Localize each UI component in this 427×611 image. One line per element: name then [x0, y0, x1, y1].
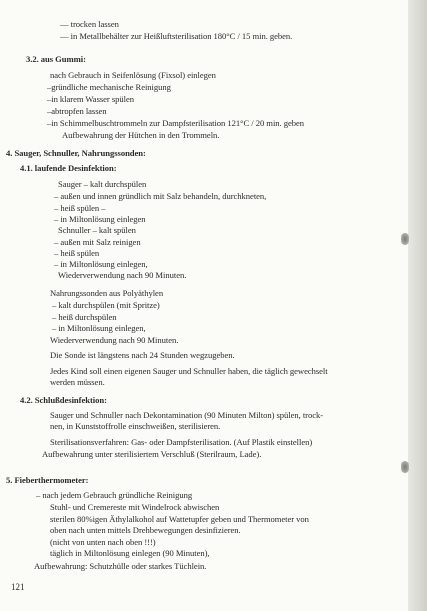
- text-line: – außen und innen gründlich mit Salz behandeln, durchkneten,: [54, 191, 267, 201]
- text-line: oben nach unten mittels Drehbewegungen desinfizieren.: [50, 525, 241, 535]
- text-line: –in klarem Wasser spülen: [47, 94, 134, 104]
- text-line: – außen mit Salz reinigen: [54, 237, 141, 247]
- text-line: nach Gebrauch in Seifenlösung (Fixsol) einlegen: [50, 70, 216, 80]
- text-line: – heiß durchspülen: [52, 312, 117, 322]
- text-line: Die Sonde ist längstens nach 24 Stunden wegzugeben.: [50, 350, 235, 360]
- text-line: –gründliche mechanische Reinigung: [47, 82, 171, 92]
- text-line: – heiß spülen: [54, 248, 100, 258]
- text-line: – nach jedem Gebrauch gründliche Reinigung: [36, 490, 193, 500]
- punch-hole-icon: [401, 233, 409, 245]
- text-line: Nahrungssonden aus Polyäthylen: [50, 288, 164, 298]
- text-line: werden müssen.: [50, 377, 105, 387]
- section-heading-4-1: 4.1. laufende Desinfektion:: [20, 163, 117, 173]
- text-line: Jedes Kind soll einen eigenen Sauger und Schnuller haben, die täglich gewechselt: [50, 366, 328, 376]
- text-line: – in Miltonlösung einlegen,: [52, 323, 146, 333]
- text-line: Schnuller – kalt spülen: [58, 225, 136, 235]
- text-line: Wiederverwendung nach 90 Minuten.: [50, 335, 179, 345]
- text-line: Wiederverwendung nach 90 Minuten.: [58, 270, 187, 280]
- text-line: Sauger und Schnuller nach Dekontamination (90 Minuten Milton) spülen, trock-: [50, 410, 324, 420]
- text-line: nen, in Kunststoffrolle einschweißen, sterilisieren.: [50, 421, 221, 431]
- page-edge-shadow: [408, 0, 427, 611]
- section-heading-4-2: 4.2. Schlußdesinfektion:: [20, 395, 107, 405]
- text-line: Aufbewahrung: Schutzhülle oder starkes Tüchlein.: [34, 561, 207, 571]
- text-line: –in Schimmelbuschtrommeln zur Dampfsterilisation 121°C / 20 min. geben: [47, 118, 304, 128]
- text-line: Stuhl- und Cremereste mit Windelrock abwischen: [50, 502, 220, 512]
- section-heading-4: 4. Sauger, Schnuller, Nahrungssonden:: [6, 148, 146, 158]
- text-line: Aufbewahrung unter sterilisiertem Verschluß (Sterilraum, Lade).: [42, 449, 262, 459]
- text-line: – heiß spülen –: [54, 203, 106, 213]
- text-line: – in Miltonlösung einlegen,: [54, 259, 148, 269]
- section-heading-5: 5. Fieberthermometer:: [6, 475, 89, 485]
- text-line: — in Metallbehälter zur Heißluftsterilisation 180°C / 15 min. geben.: [60, 31, 293, 41]
- text-line: –abtropfen lassen: [47, 106, 107, 116]
- text-line: täglich in Miltonlösung einlegen (90 Minuten),: [50, 548, 210, 558]
- section-heading-3-2: 3.2. aus Gummi:: [26, 54, 86, 64]
- text-line: Aufbewahrung der Hütchen in den Trommeln.: [62, 130, 220, 140]
- text-line: Sterilisationsverfahren: Gas- oder Dampfsterilisation. (Auf Plastik einstellen): [50, 437, 313, 447]
- text-line: (nicht von unten nach oben !!!): [50, 537, 156, 547]
- punch-hole-icon: [401, 461, 409, 473]
- text-line: sterilen 80%igen Äthylalkohol auf Wattetupfer geben und Thermometer von: [50, 514, 309, 524]
- text-line: – in Miltonlösung einlegen: [54, 214, 146, 224]
- text-line: – kalt durchspülen (mit Spritze): [52, 300, 160, 310]
- page-number: 121: [11, 582, 25, 592]
- text-line: — trocken lassen: [60, 19, 119, 29]
- text-line: Sauger – kalt durchspülen: [58, 179, 147, 189]
